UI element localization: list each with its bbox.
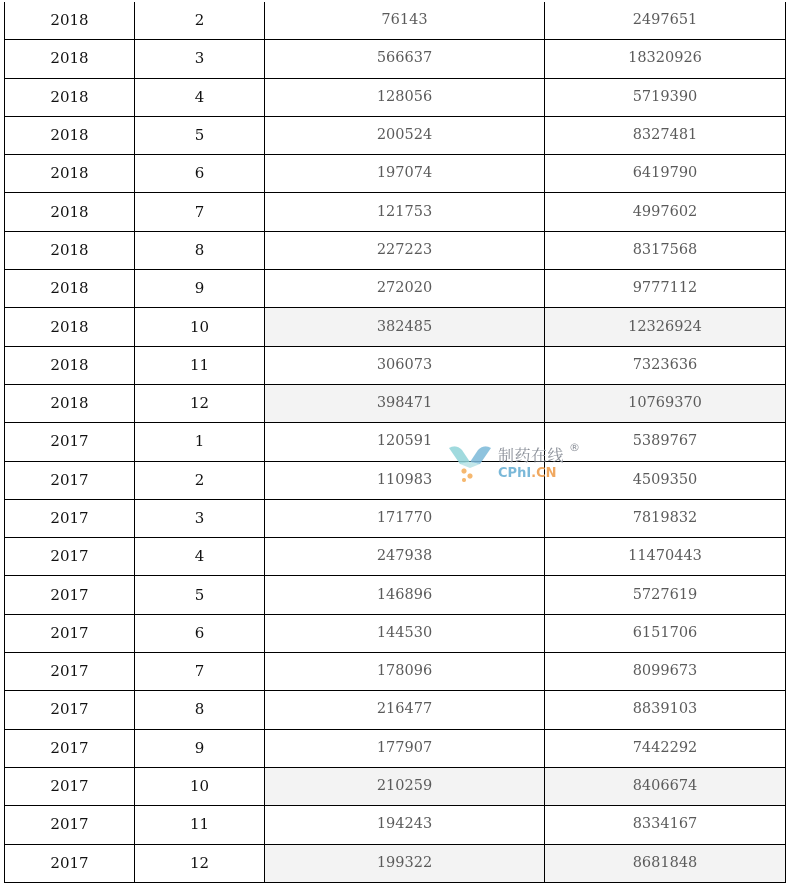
- year-cell: 2018: [5, 40, 135, 78]
- month-cell: 9: [135, 270, 265, 308]
- year-cell: 2017: [5, 614, 135, 652]
- data-table-container: [4, 2, 785, 883]
- table-row: [5, 78, 786, 116]
- month-cell: 3: [135, 40, 265, 78]
- month-cell: 9: [135, 729, 265, 767]
- year-cell: 2017: [5, 499, 135, 537]
- table-row: [5, 384, 786, 422]
- table-row: [5, 653, 786, 691]
- year-cell: 2017: [5, 806, 135, 844]
- year-cell: 2018: [5, 308, 135, 346]
- month-cell: 12: [135, 844, 265, 882]
- value-cell-3: 146896: [265, 576, 545, 614]
- value-cell-4: 5389767: [545, 423, 786, 461]
- value-cell-4: 5719390: [545, 78, 786, 116]
- year-cell: 2018: [5, 193, 135, 231]
- year-cell: 2018: [5, 78, 135, 116]
- value-cell-4: 8334167: [545, 806, 786, 844]
- value-cell-3: 566637: [265, 40, 545, 78]
- watermark-en-main: CPhI: [498, 466, 532, 481]
- value-cell-3: 210259: [265, 767, 545, 805]
- month-cell: 5: [135, 116, 265, 154]
- year-cell: 2018: [5, 155, 135, 193]
- value-cell-4: 5727619: [545, 576, 786, 614]
- table-body: [5, 2, 786, 882]
- table-row: [5, 729, 786, 767]
- value-cell-4: 4997602: [545, 193, 786, 231]
- value-cell-4: 7442292: [545, 729, 786, 767]
- table-row: [5, 538, 786, 576]
- watermark-en-suffix: .CN: [531, 466, 557, 481]
- value-cell-3: 227223: [265, 231, 545, 269]
- month-cell: 1: [135, 423, 265, 461]
- value-cell-4: 8099673: [545, 653, 786, 691]
- month-cell: 2: [135, 2, 265, 40]
- year-cell: 2017: [5, 844, 135, 882]
- year-cell: 2017: [5, 461, 135, 499]
- registered-mark: ®: [569, 441, 580, 454]
- value-cell-4: 4509350: [545, 461, 786, 499]
- value-cell-3: 76143: [265, 2, 545, 40]
- table-row: [5, 116, 786, 154]
- value-cell-3: 200524: [265, 116, 545, 154]
- table-row: [5, 614, 786, 652]
- table-row: [5, 767, 786, 805]
- year-cell: 2017: [5, 538, 135, 576]
- table-row: [5, 461, 786, 499]
- value-cell-3: 178096: [265, 653, 545, 691]
- year-cell: 2017: [5, 729, 135, 767]
- value-cell-3: 247938: [265, 538, 545, 576]
- value-cell-4: 12326924: [545, 308, 786, 346]
- value-cell-4: 18320926: [545, 40, 786, 78]
- value-cell-4: 8681848: [545, 844, 786, 882]
- table-row: [5, 308, 786, 346]
- month-cell: 2: [135, 461, 265, 499]
- value-cell-4: 11470443: [545, 538, 786, 576]
- month-cell: 6: [135, 614, 265, 652]
- table-row: [5, 423, 786, 461]
- value-cell-4: 9777112: [545, 270, 786, 308]
- table-row: [5, 844, 786, 882]
- value-cell-3: 177907: [265, 729, 545, 767]
- year-cell: 2017: [5, 767, 135, 805]
- value-cell-3: 216477: [265, 691, 545, 729]
- year-cell: 2018: [5, 270, 135, 308]
- table-row: [5, 346, 786, 384]
- year-cell: 2018: [5, 2, 135, 40]
- month-cell: 6: [135, 155, 265, 193]
- month-cell: 3: [135, 499, 265, 537]
- value-cell-4: 8839103: [545, 691, 786, 729]
- table-row: [5, 499, 786, 537]
- value-cell-3: 272020: [265, 270, 545, 308]
- value-cell-3: 110983: [265, 461, 545, 499]
- value-cell-4: 7819832: [545, 499, 786, 537]
- table-row: [5, 691, 786, 729]
- table-row: [5, 806, 786, 844]
- table-row: [5, 2, 786, 40]
- value-cell-4: 6419790: [545, 155, 786, 193]
- value-cell-4: 8317568: [545, 231, 786, 269]
- data-table: [4, 2, 786, 883]
- value-cell-4: 10769370: [545, 384, 786, 422]
- watermark-cn-text: 制药在线: [498, 446, 565, 465]
- value-cell-4: 8327481: [545, 116, 786, 154]
- value-cell-3: 194243: [265, 806, 545, 844]
- value-cell-4: 2497651: [545, 2, 786, 40]
- month-cell: 11: [135, 806, 265, 844]
- table-row: [5, 270, 786, 308]
- year-cell: 2018: [5, 116, 135, 154]
- value-cell-4: 7323636: [545, 346, 786, 384]
- value-cell-3: 199322: [265, 844, 545, 882]
- value-cell-3: 144530: [265, 614, 545, 652]
- table-row: [5, 576, 786, 614]
- month-cell: 5: [135, 576, 265, 614]
- month-cell: 8: [135, 691, 265, 729]
- value-cell-4: 8406674: [545, 767, 786, 805]
- year-cell: 2017: [5, 653, 135, 691]
- month-cell: 7: [135, 653, 265, 691]
- month-cell: 4: [135, 78, 265, 116]
- value-cell-3: 128056: [265, 78, 545, 116]
- year-cell: 2018: [5, 231, 135, 269]
- value-cell-3: 382485: [265, 308, 545, 346]
- month-cell: 4: [135, 538, 265, 576]
- value-cell-3: 121753: [265, 193, 545, 231]
- month-cell: 8: [135, 231, 265, 269]
- value-cell-3: 398471: [265, 384, 545, 422]
- year-cell: 2017: [5, 576, 135, 614]
- value-cell-3: 171770: [265, 499, 545, 537]
- table-row: [5, 40, 786, 78]
- table-row: [5, 231, 786, 269]
- value-cell-3: 306073: [265, 346, 545, 384]
- year-cell: 2017: [5, 691, 135, 729]
- year-cell: 2017: [5, 423, 135, 461]
- value-cell-3: 120591: [265, 423, 545, 461]
- month-cell: 12: [135, 384, 265, 422]
- value-cell-4: 6151706: [545, 614, 786, 652]
- table-row: [5, 155, 786, 193]
- year-cell: 2018: [5, 384, 135, 422]
- value-cell-3: 197074: [265, 155, 545, 193]
- table-row: [5, 193, 786, 231]
- month-cell: 11: [135, 346, 265, 384]
- month-cell: 10: [135, 308, 265, 346]
- year-cell: 2018: [5, 346, 135, 384]
- month-cell: 7: [135, 193, 265, 231]
- month-cell: 10: [135, 767, 265, 805]
